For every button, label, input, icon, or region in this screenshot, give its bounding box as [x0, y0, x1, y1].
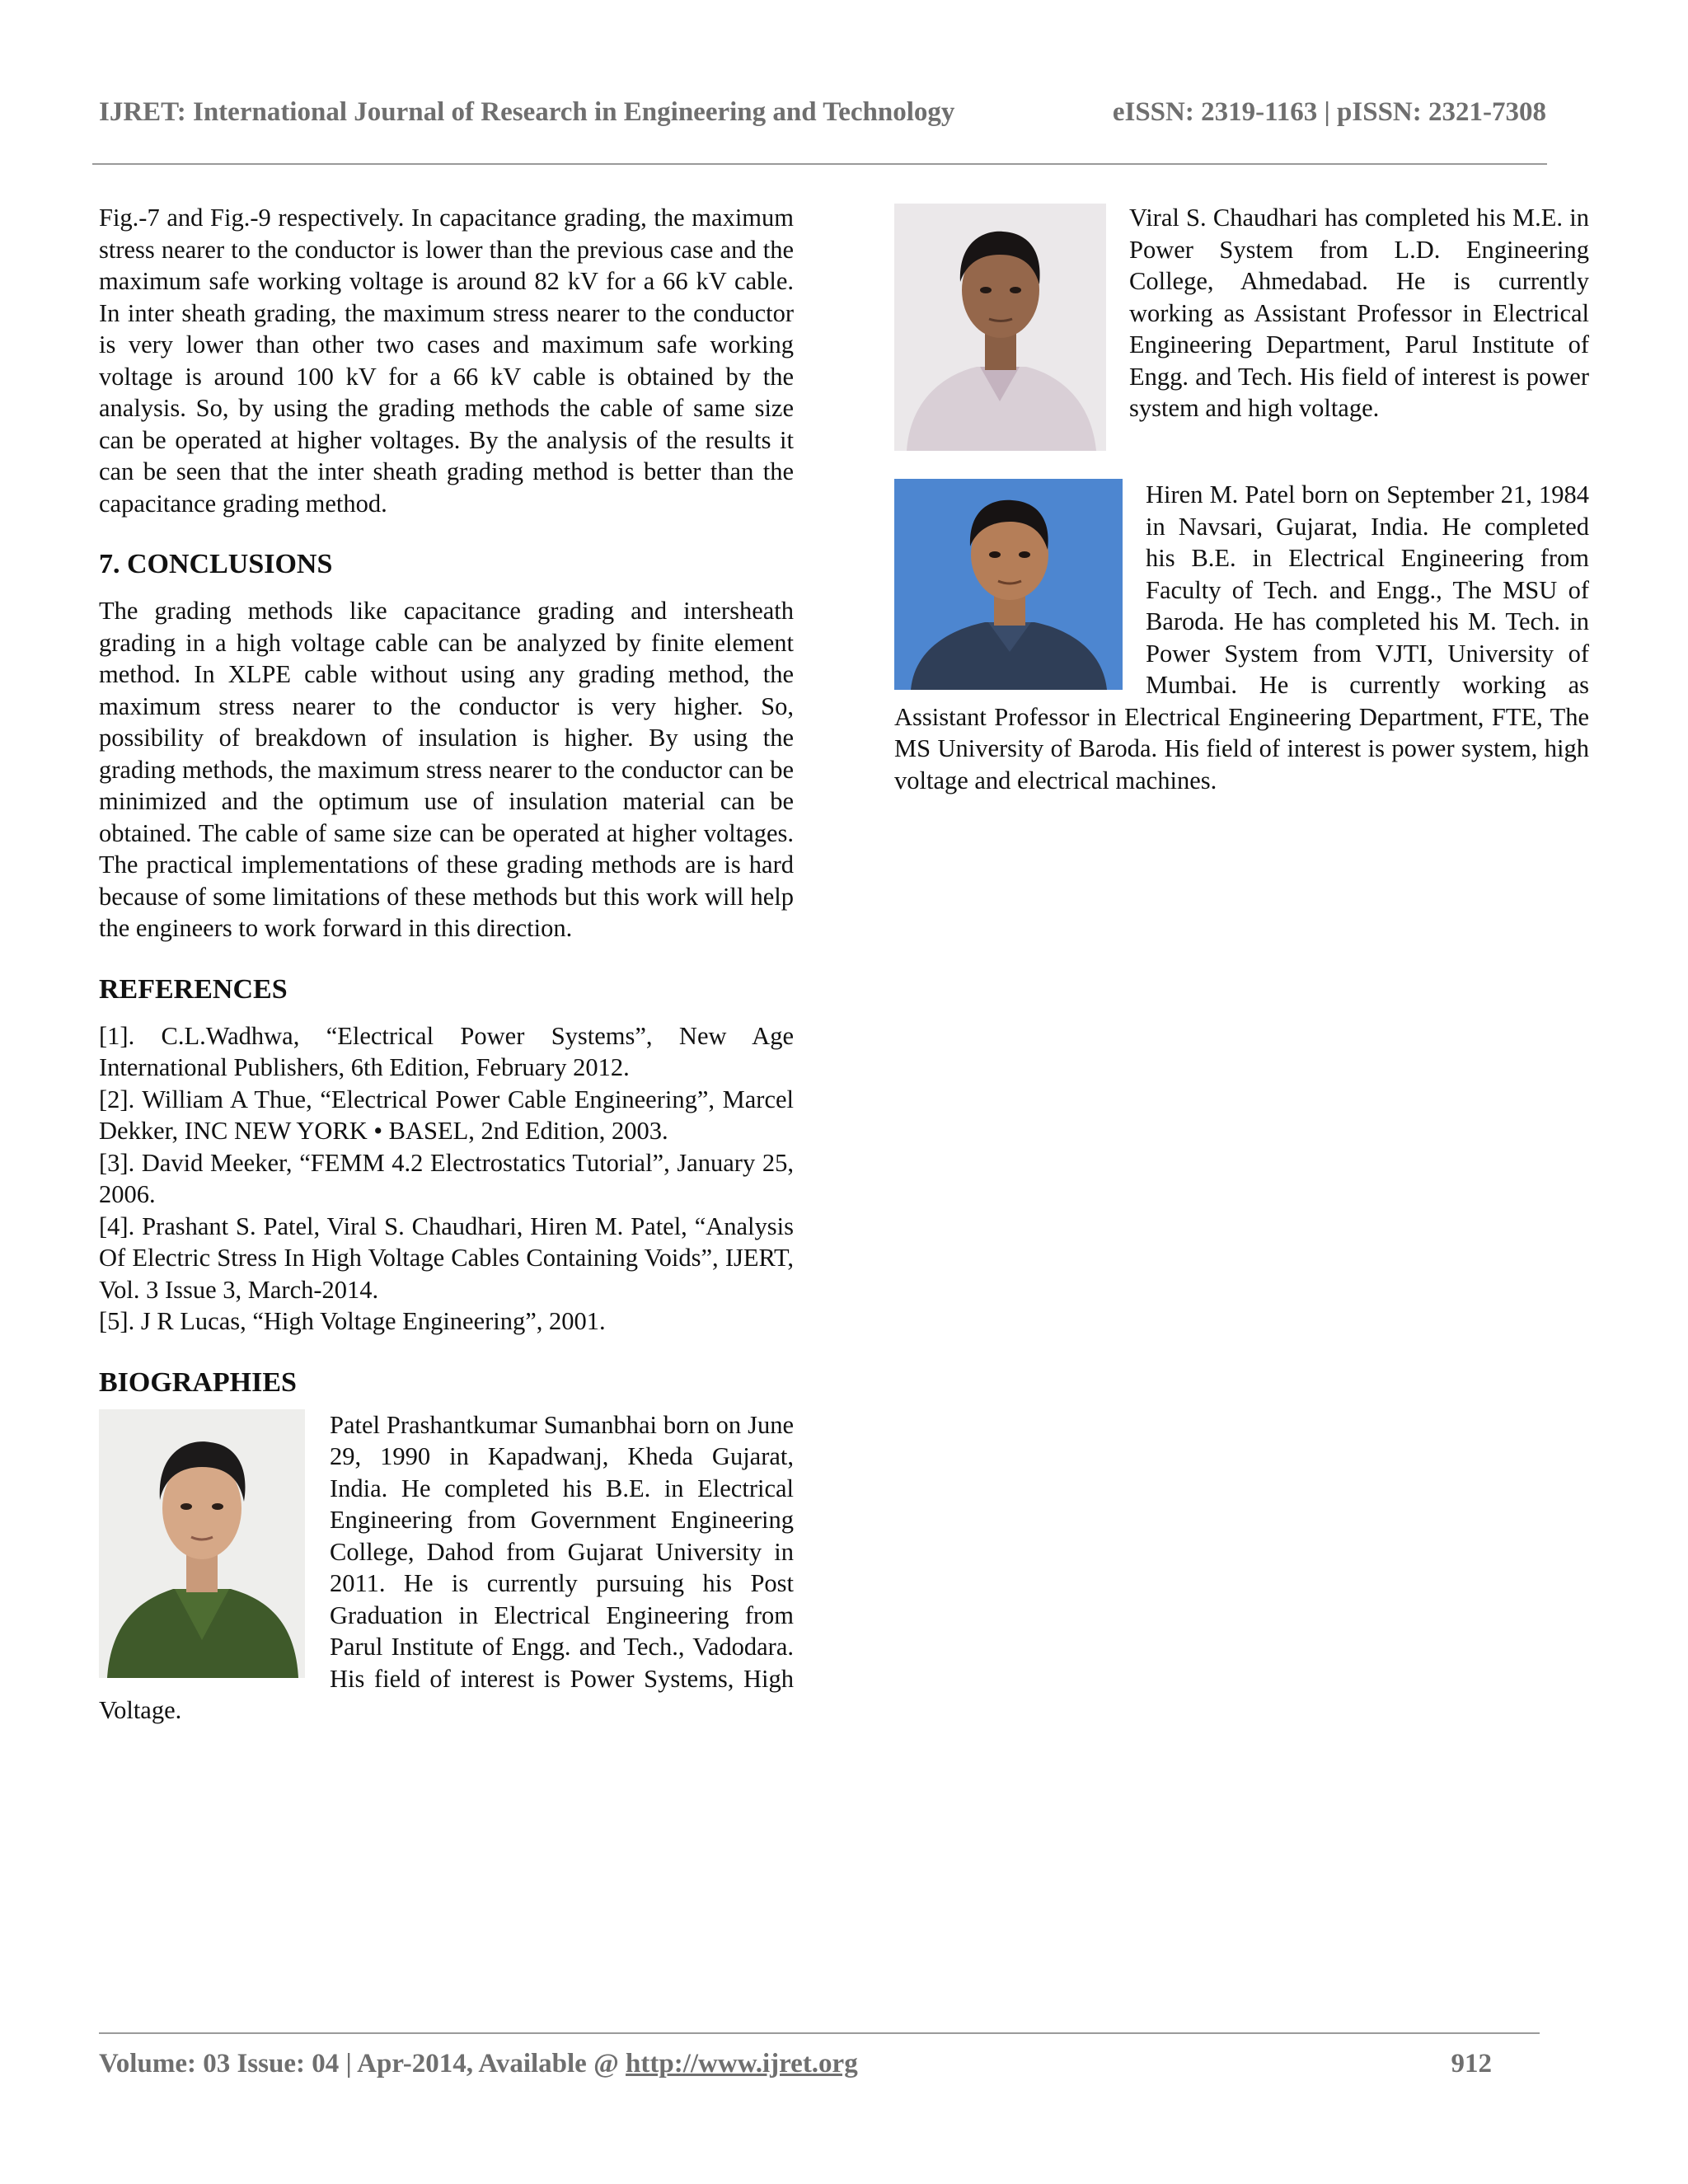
right-column: [894, 202, 1589, 796]
reference-item: [4]. Prashant S. Patel, Viral S. Chaudhari, Hiren M. Patel, “Analysis Of Electric Stress In High Voltage Cables Containing Voids”, IJERT, Vol. 3 Issue 3, March-2014.: [99, 1212, 794, 1304]
reference-item: [1]. C.L.Wadhwa, “Electrical Power Systems”, New Age International Publishers, 6th Edition, February 2012.: [99, 1021, 794, 1081]
conclusions-text: The grading methods like capacitance grading and intersheath grading in a high voltage cable can be analyzed by finite element method. In XLPE cable without using any grading method, the maximum stress nearer to the conductor is very higher. So, possibility of breakdown of insulation is higher. By using the grading methods, the maximum stress nearer to the conductor can be minimized and the optimum use of insulation material can be obtained. The cable of same size can be operated at higher voltages. The practical implementations of these grading methods are is hard because of some limitations of these methods but this work will help the engineers to work forward in this direction.: [99, 597, 794, 942]
intro-paragraph: Fig.-7 and Fig.-9 respectively. In capacitance grading, the maximum stress nearer to the conductor is lower than the previous case and the maximum safe working voltage is around 82 kV for a 66 kV cable. In inter sheath grading, the maximum stress nearer to the conductor is very lower than other two cases and maximum safe working voltage is around 100 kV for a 66 kV cable is obtained by the analysis. So, by using the grading methods the cable of same size can be operated at higher voltages. By the analysis of the results it can be seen that the inter sheath grading method is better than the capacitance grading method.: [99, 204, 794, 518]
biography-text-hiren: Hiren M. Patel born on September 21, 1984 in Navsari, Gujarat, India. He completed his B.E. in Electrical Engineering from Faculty of Tech. and Engg., The MSU of Baroda. He has completed his M. Tech. in Power System from VJTI, University of Mumbai. He is currently working as Assistant Professor in Electrical Engineering Department, FTE, The MS University of Baroda. His field of interest is power system, high voltage and electrical machines.: [894, 480, 1589, 794]
references-heading: REFERENCES: [99, 973, 288, 1005]
biography-text-viral: Viral S. Chaudhari has completed his M.E. in Power System from L.D. Engineering College, Ahmedabad. He is currently working as Assistant Professor in Electrical Engineering Department, Parul Institute of Engg. and Tech. His field of interest is power system and high voltage.: [1129, 204, 1589, 422]
references-list: [99, 1020, 794, 1338]
author-photo-hiren: [894, 479, 1123, 690]
biographies-heading: BIOGRAPHIES: [99, 1366, 297, 1398]
journal-link[interactable]: http://www.ijret.org: [626, 2049, 858, 2079]
journal-title: IJRET: International Journal of Research in Engineering and Technology: [99, 97, 955, 127]
biography-2: [894, 202, 1589, 456]
reference-item: [3]. David Meeker, “FEMM 4.2 Electrostatics Tutorial”, January 25, 2006.: [99, 1148, 794, 1208]
page-header: [99, 97, 1546, 138]
biography-3: [894, 479, 1589, 796]
biography-1: [99, 1409, 794, 1727]
issn-text: eISSN: 2319-1163 | pISSN: 2321-7308: [1112, 97, 1546, 127]
biography-text-prashant: Patel Prashantkumar Sumanbhai born on June 29, 1990 in Kapadwanj, Kheda Gujarat, India. He completed his B.E. in Electrical Engineering from Government Engineering College, Dahod from Gujarat University in 2011. He is currently pursuing his Post Graduation in Electrical Engineering from Parul Institute of Engg. and Tech., Vadodara. His field of interest is Power Systems, High Voltage.: [99, 1410, 794, 1724]
left-column: [99, 202, 794, 1727]
conclusions-heading: 7. CONCLUSIONS: [99, 549, 333, 579]
author-photo-prashant: [99, 1409, 305, 1678]
volume-info: Volume: 03 Issue: 04 | Apr-2014, Available @: [99, 2049, 626, 2079]
header-rule: [92, 163, 1547, 165]
reference-item: [5]. J R Lucas, “High Voltage Engineering”, 2001.: [99, 1307, 606, 1335]
page-footer: [99, 2049, 1492, 2090]
author-photo-viral: [894, 204, 1106, 451]
reference-item: [2]. William A Thue, “Electrical Power Cable Engineering”, Marcel Dekker, INC NEW YORK • BASEL, 2nd Edition, 2003.: [99, 1085, 794, 1145]
footer-rule: [99, 2032, 1540, 2034]
page-number: 912: [1451, 2049, 1492, 2079]
